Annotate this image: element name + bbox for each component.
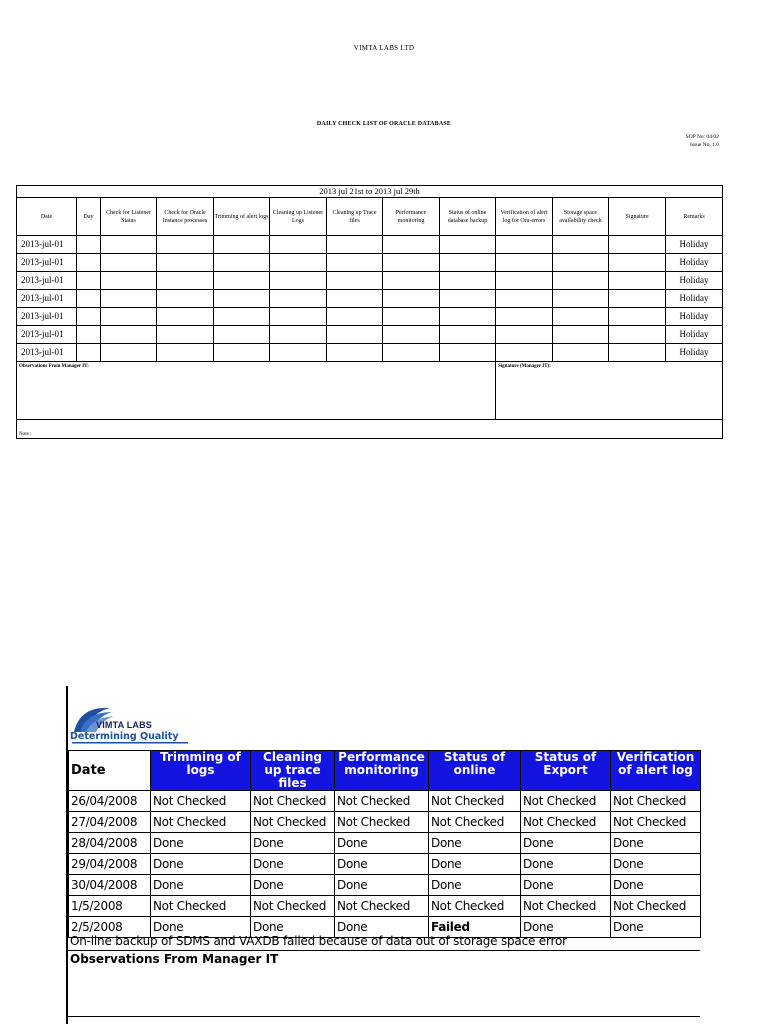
log-status-cell: Not Checked [611,791,701,812]
empty-cell [214,326,270,344]
empty-cell [496,254,553,272]
observations-cell: Observations From Manager IT: [17,362,496,420]
log-table [68,750,701,938]
empty-cell [77,272,101,290]
row-remarks: Holiday [666,344,723,362]
issue-number: Issue No. 1.0 [689,142,719,148]
log-status-cell: Not Checked [335,791,429,812]
empty-cell [214,308,270,326]
checklist-row [17,308,723,326]
log-status-cell: Done [335,833,429,854]
empty-cell [383,272,440,290]
row-date: 2013-jul-01 [17,326,77,344]
empty-cell [440,236,496,254]
log-date: 1/5/2008 [69,896,151,917]
log-status-cell: Done [521,833,611,854]
log-status-cell: Not Checked [335,812,429,833]
log-status-cell: Done [251,875,335,896]
log-status-cell: Not Checked [151,896,251,917]
empty-cell [383,326,440,344]
empty-cell [440,326,496,344]
log-status-cell: Done [429,833,521,854]
empty-cell [383,290,440,308]
checklist-header-row [17,198,723,236]
log-row [69,833,701,854]
company-name: VIMTA LABS LTD [353,44,415,52]
log-row [69,812,701,833]
log-status-cell: Done [429,875,521,896]
col-storage-space: Storage space availability check [553,198,609,236]
empty-cell [157,308,214,326]
empty-cell [101,344,157,362]
log-status-cell: Not Checked [151,812,251,833]
empty-cell [77,236,101,254]
empty-cell [496,236,553,254]
row-remarks: Holiday [666,326,723,344]
empty-cell [553,236,609,254]
col-trimming-alert-logs: Trimming of alert logs [214,198,270,236]
log-date: 28/04/2008 [69,833,151,854]
log-status-cell: Done [335,854,429,875]
backup-failure-note: On-line backup of SDMS and VAXDB failed because of data out of storage space error [70,934,567,948]
log-status-cell: Done [521,854,611,875]
log-col-export-status: Status of Export [521,751,611,791]
empty-cell [270,272,327,290]
empty-cell [327,308,383,326]
log-row [69,875,701,896]
empty-cell [270,344,327,362]
empty-cell [157,344,214,362]
empty-cell [270,236,327,254]
col-performance-monitoring: Performance monitoring [383,198,440,236]
empty-cell [440,308,496,326]
log-row [69,791,701,812]
log-status-cell: Not Checked [521,791,611,812]
empty-cell [440,272,496,290]
log-status-cell: Done [429,854,521,875]
divider [68,950,700,951]
empty-cell [383,236,440,254]
empty-cell [157,326,214,344]
col-signature: Signature [609,198,666,236]
empty-cell [553,290,609,308]
log-status-cell: Not Checked [429,896,521,917]
signature-cell: Signature (Manager IT): [496,362,723,420]
empty-cell [214,254,270,272]
log-status-cell: Done [521,917,611,938]
empty-cell [383,308,440,326]
empty-cell [101,272,157,290]
empty-cell [157,236,214,254]
empty-cell [214,290,270,308]
log-col-online-status: Status of online [429,751,521,791]
scanned-log-excerpt [66,686,706,1024]
log-status-cell: Not Checked [521,896,611,917]
empty-cell [270,326,327,344]
empty-cell [383,344,440,362]
log-status-cell: Not Checked [429,791,521,812]
empty-cell [609,308,666,326]
log-col-alert-verification: Verification of alert log [611,751,701,791]
sop-info [686,133,719,149]
empty-cell [327,326,383,344]
empty-cell [77,290,101,308]
checklist-row [17,236,723,254]
log-date: 30/04/2008 [69,875,151,896]
log-date: 29/04/2008 [69,854,151,875]
sop-number: SOP No: 04/02 [685,134,719,140]
empty-cell [553,308,609,326]
log-status-cell: Done [251,854,335,875]
log-col-trimming: Trimming of logs [151,751,251,791]
log-row [69,896,701,917]
logo-text: VIMTA LABS [96,720,152,730]
empty-cell [214,236,270,254]
row-date: 2013-jul-01 [17,254,77,272]
col-date: Date [17,198,77,236]
row-date: 2013-jul-01 [17,290,77,308]
log-col-date: Date [69,751,151,791]
divider [68,1016,700,1017]
empty-cell [157,272,214,290]
log-header-row [69,751,701,791]
log-status-cell: Not Checked [251,896,335,917]
empty-cell [270,308,327,326]
log-row [69,854,701,875]
row-remarks: Holiday [666,272,723,290]
empty-cell [440,254,496,272]
log-col-cleaning: Cleaning up trace files [251,751,335,791]
date-range: 2013 jul 21st to 2013 jul 29th [17,186,723,198]
empty-cell [496,326,553,344]
empty-cell [327,236,383,254]
empty-cell [609,344,666,362]
log-status-cell: Done [251,917,335,938]
checklist-row [17,290,723,308]
log-status-cell: Done [151,917,251,938]
empty-cell [270,290,327,308]
log-status-cell: Done [151,833,251,854]
empty-cell [609,290,666,308]
empty-cell [609,272,666,290]
col-cleaning-trace-files: Cleaning up Trace files [327,198,383,236]
log-status-cell: Not Checked [611,812,701,833]
empty-cell [553,272,609,290]
empty-cell [214,344,270,362]
log-status-cell: Not Checked [521,812,611,833]
empty-cell [327,272,383,290]
row-remarks: Holiday [666,254,723,272]
log-status-cell: Not Checked [251,812,335,833]
log-status-cell: Not Checked [251,791,335,812]
log-date: 27/04/2008 [69,812,151,833]
empty-cell [609,254,666,272]
empty-cell [496,308,553,326]
log-date: 26/04/2008 [69,791,151,812]
checklist-row [17,344,723,362]
document-title: DAILY CHECK LIST OF ORACLE DATABASE [316,121,452,127]
col-instance-processes: Check for Oracle Instance processes [157,198,214,236]
log-status-cell: Done [611,833,701,854]
logo-tagline: Determining Quality [70,731,179,742]
empty-cell [157,290,214,308]
empty-cell [101,236,157,254]
empty-cell [327,290,383,308]
col-remarks: Remarks [666,198,723,236]
empty-cell [270,254,327,272]
log-status-cell: Done [151,854,251,875]
checklist-row [17,326,723,344]
col-alert-log-verification: Verification of alert log for Ora-errors [496,198,553,236]
empty-cell [496,272,553,290]
log-status-cell: Done [335,875,429,896]
empty-cell [440,344,496,362]
empty-cell [553,254,609,272]
empty-cell [609,236,666,254]
log-status-cell: Done [521,875,611,896]
checklist-row [17,272,723,290]
row-remarks: Holiday [666,308,723,326]
empty-cell [440,290,496,308]
empty-cell [77,344,101,362]
log-status-cell: Failed [429,917,521,938]
note-cell: Note : [17,420,723,439]
col-cleaning-listener-logs: Cleaning up Listener Logs [270,198,327,236]
row-remarks: Holiday [666,236,723,254]
log-status-cell: Not Checked [429,812,521,833]
col-day: Day [77,198,101,236]
log-status-cell: Not Checked [151,791,251,812]
empty-cell [553,326,609,344]
empty-cell [77,326,101,344]
row-date: 2013-jul-01 [17,272,77,290]
empty-cell [383,254,440,272]
log-status-cell: Done [611,875,701,896]
log-status-cell: Done [611,917,701,938]
empty-cell [327,254,383,272]
empty-cell [609,326,666,344]
log-status-cell: Not Checked [335,896,429,917]
empty-cell [553,344,609,362]
row-remarks: Holiday [666,290,723,308]
log-status-cell: Done [251,833,335,854]
row-date: 2013-jul-01 [17,308,77,326]
empty-cell [157,254,214,272]
observations-label: Observations From Manager IT [70,952,279,966]
col-listener-status: Check for Listener Status [101,198,157,236]
log-date: 2/5/2008 [69,917,151,938]
log-col-performance: Performance monitoring [335,751,429,791]
checklist-row [17,254,723,272]
empty-cell [101,308,157,326]
empty-cell [101,290,157,308]
log-status-cell: Not Checked [611,896,701,917]
empty-cell [496,344,553,362]
log-status-cell: Done [611,854,701,875]
row-date: 2013-jul-01 [17,344,77,362]
empty-cell [496,290,553,308]
log-status-cell: Done [335,917,429,938]
empty-cell [77,308,101,326]
empty-cell [327,344,383,362]
empty-cell [77,254,101,272]
log-status-cell: Done [151,875,251,896]
checklist-table [16,185,723,439]
col-online-backup: Status of online database backup [440,198,496,236]
empty-cell [214,272,270,290]
row-date: 2013-jul-01 [17,236,77,254]
empty-cell [101,254,157,272]
empty-cell [101,326,157,344]
